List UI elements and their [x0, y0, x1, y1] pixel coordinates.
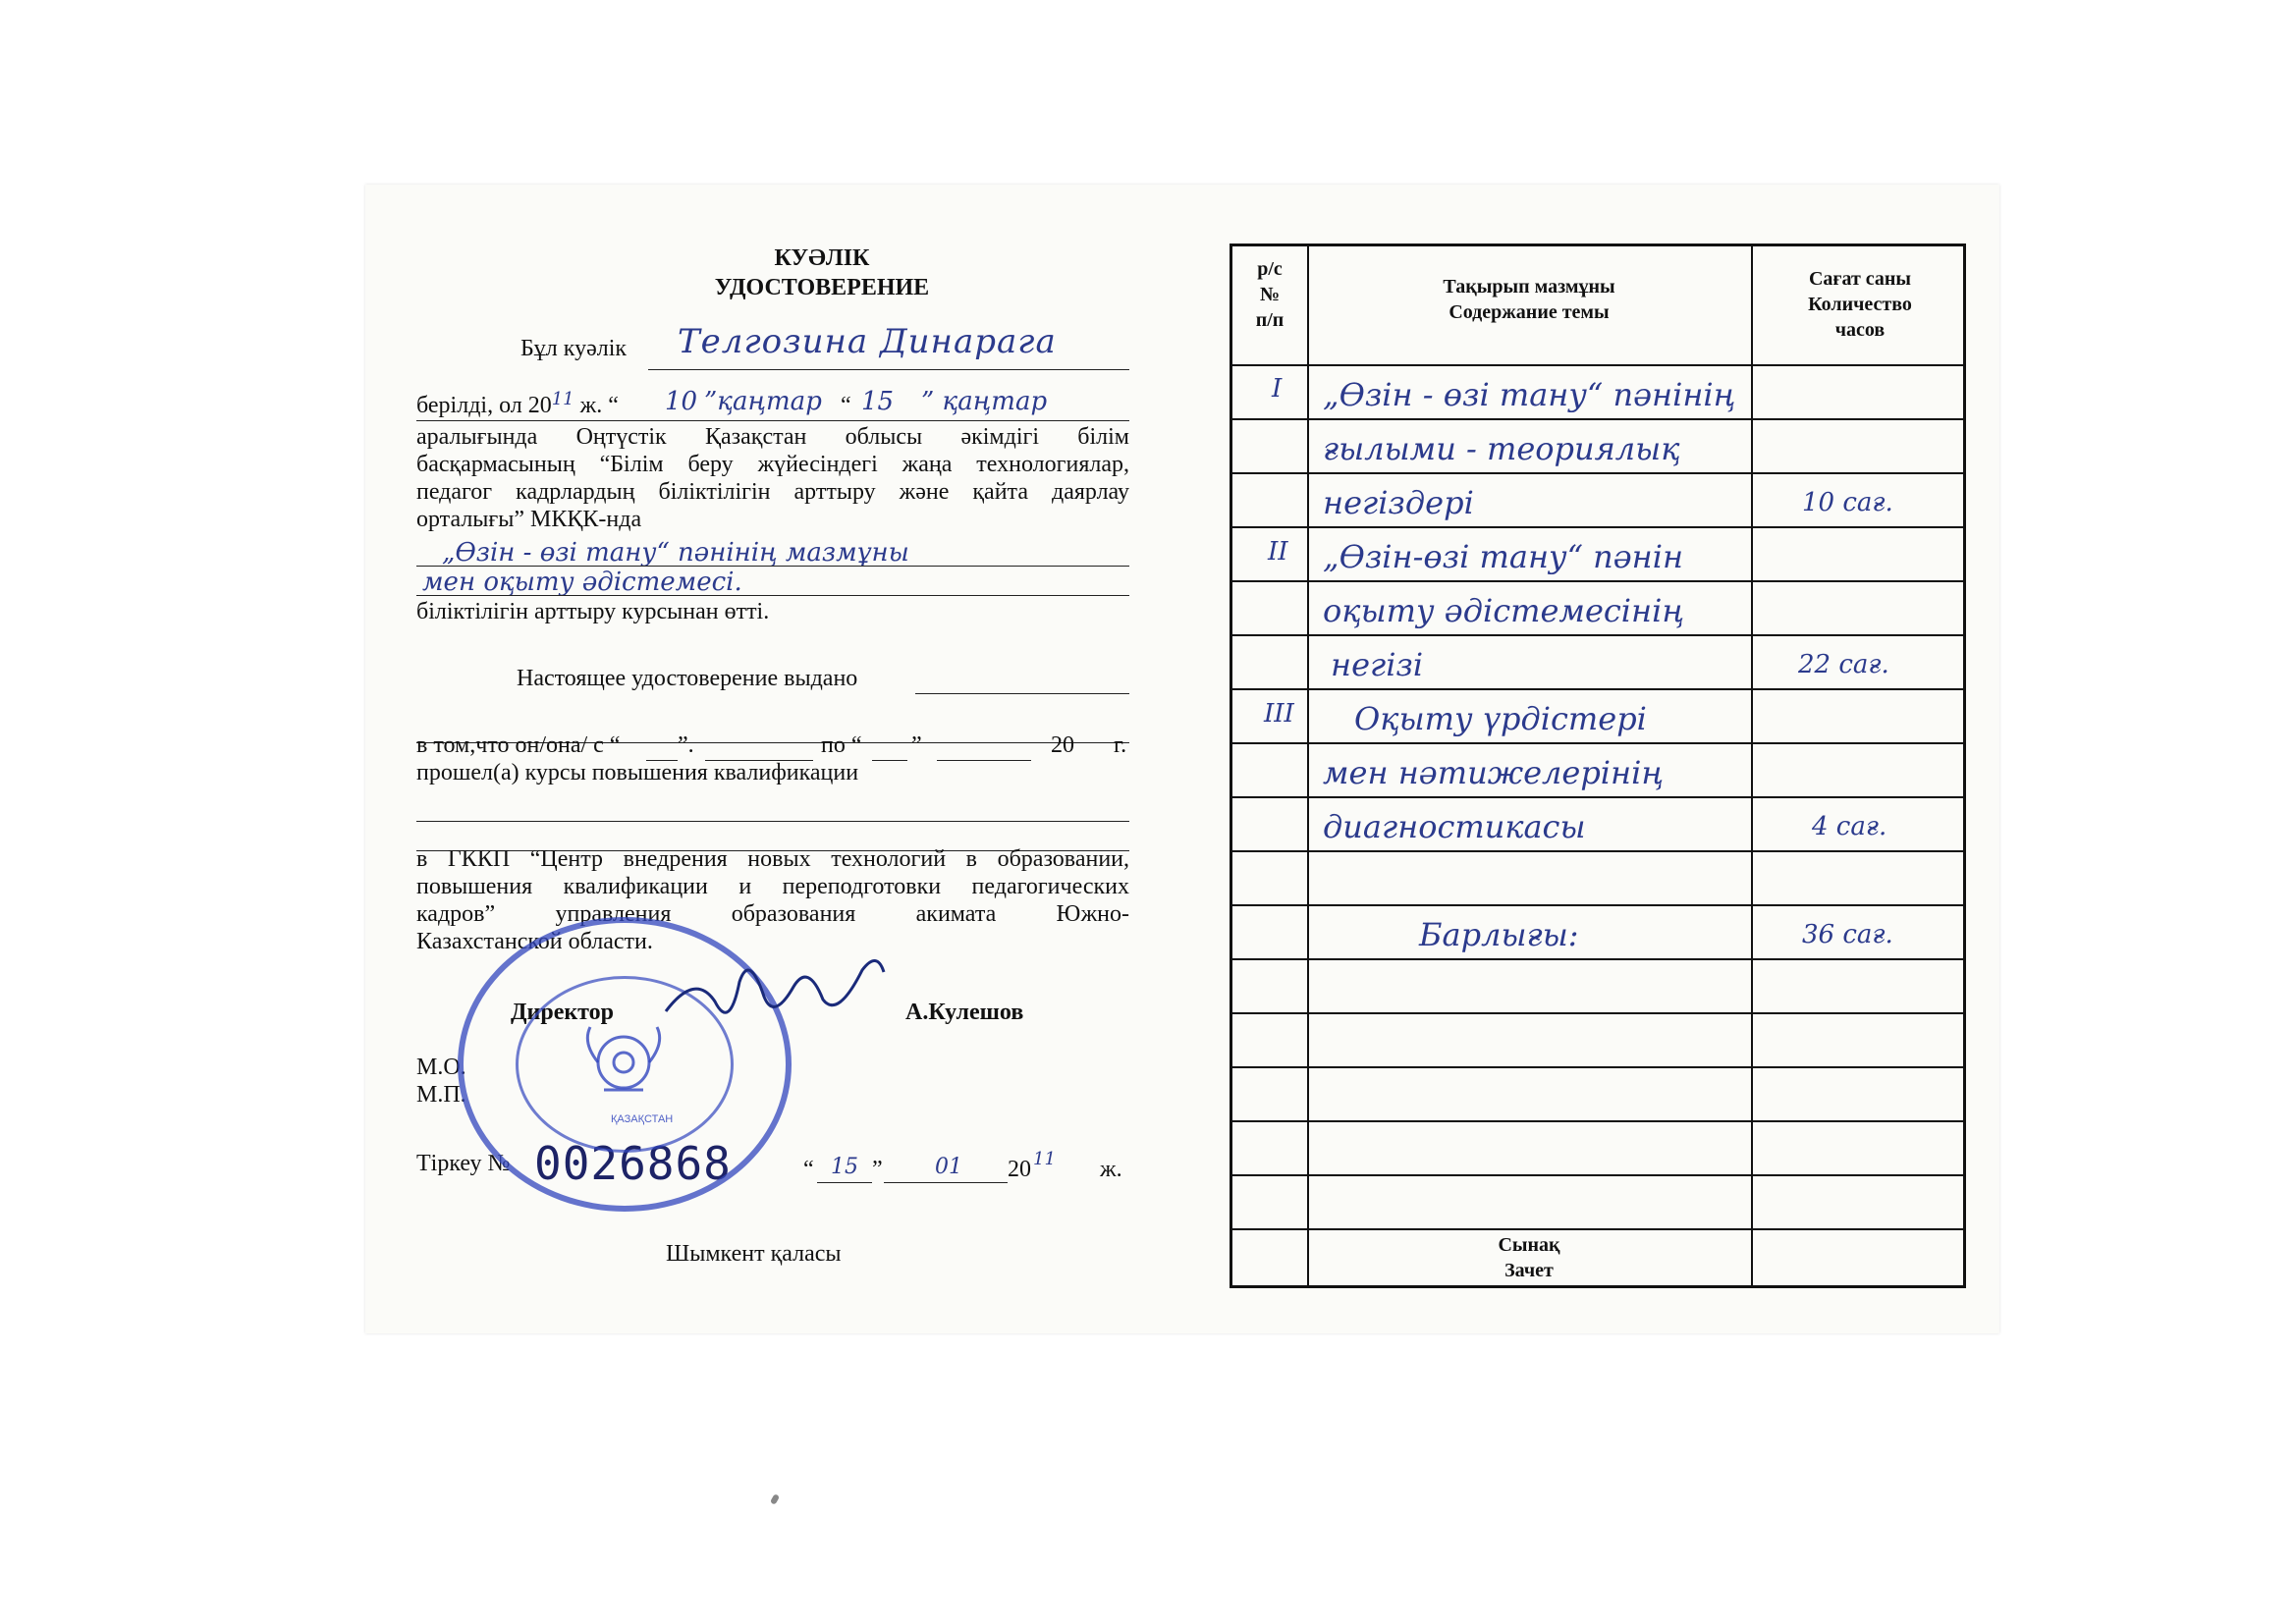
given-year-prefix: берілді, ол 20 [416, 393, 552, 418]
date-day-underline [817, 1182, 872, 1183]
ru-period-a: в том,что он/она/ с “ [416, 732, 621, 758]
date-month: 01 [935, 1155, 962, 1179]
date-q2: ” [872, 1157, 883, 1182]
paper-speck [770, 1493, 780, 1505]
row-3-line-3: диагностикасы [1323, 808, 1586, 845]
ru-period-d: ” [911, 732, 922, 758]
issued-to-label: Бұл куәлік [520, 336, 628, 361]
header-hours-2: Количество [1808, 294, 1912, 315]
row-1-line-1: „Өзін - өзі тану“ пәнінің [1323, 376, 1736, 413]
header-num [1232, 256, 1307, 333]
course-underline-2 [416, 595, 1129, 596]
header-num-3: п/п [1255, 309, 1285, 331]
row-line-16 [1232, 1228, 1963, 1230]
header-hours-1: Сағат саны [1808, 268, 1912, 290]
row-line-8 [1232, 796, 1963, 798]
given-year-hw: 11 [551, 389, 574, 409]
director-name: А.Кулешов [905, 1000, 1024, 1025]
title-kz: КУӘЛІК [774, 245, 870, 271]
ru-period-blank-3 [872, 760, 907, 761]
ru-org-line-4: Казахстанской области. [416, 929, 653, 954]
header-num-2: № [1259, 284, 1281, 305]
city: Шымкент қаласы [666, 1241, 842, 1267]
row-line-6 [1232, 688, 1963, 690]
issued-to-underline [648, 369, 1129, 370]
ru-org-line-2: повышения квалификации и переподготовки педагогических [416, 874, 1129, 899]
issued-to-name: Телгозина Динарага [678, 322, 1057, 361]
director-signature [656, 943, 892, 1051]
row-line-2 [1232, 472, 1963, 474]
row-2-line-2: оқыту әдістемесінің [1323, 592, 1685, 629]
row-2-line-3: негізі [1331, 646, 1424, 683]
footer-label-ru: Зачет [1504, 1260, 1554, 1281]
body-kz-line-3: педагог кадрлардың біліктілігін арттыру және қайта даярлау [416, 479, 1129, 505]
row-1-hours: 10 сағ. [1802, 488, 1893, 517]
row-1-num: I [1272, 374, 1283, 404]
given-zh: ж. “ [579, 393, 619, 418]
stamp-text: ҚАЗАҚСТАН [611, 1113, 674, 1125]
row-line-4 [1232, 580, 1963, 582]
certificate-left-page [365, 185, 1171, 1333]
row-line-7 [1232, 742, 1963, 744]
course-underline-1 [416, 566, 1129, 567]
row-line-14 [1232, 1120, 1963, 1122]
row-1-line-3: негіздері [1323, 484, 1474, 521]
mp-label: М.П. [416, 1082, 466, 1108]
start-day: 10 [665, 387, 698, 416]
ru-passed: прошел(а) курсы повышения квалификации [416, 760, 859, 785]
date-year-prefix: 20 [1008, 1157, 1031, 1182]
header-hours-3: часов [1834, 319, 1886, 341]
col-divider-2 [1751, 246, 1753, 1285]
row-line-5 [1232, 634, 1963, 636]
row-3-hours: 4 сағ. [1812, 812, 1887, 841]
title-ru: УДОСТОВЕРЕНИЕ [714, 275, 930, 300]
total-label: Барлығы: [1419, 916, 1579, 953]
end-quote: “ [841, 393, 851, 418]
body-kz-line-1: аралығында Оңтүстік Қазақстан облысы әкімдігі білім [416, 424, 1129, 450]
ru-org-line-3: кадров” управления образования акимата Южно- [416, 901, 1129, 927]
footer-label-kz: Сынақ [1498, 1234, 1560, 1256]
header-topic [1307, 274, 1751, 325]
row-line-3 [1232, 526, 1963, 528]
reg-label: Тіркеу № [416, 1151, 511, 1176]
header-num-1: р/с [1257, 258, 1283, 280]
footer-label [1307, 1232, 1751, 1283]
director-label: Директор [511, 1000, 614, 1025]
date-suffix: ж. [1100, 1157, 1122, 1182]
ru-issued-label: Настоящее удостоверение выдано [517, 666, 858, 691]
given-line-underline [416, 420, 1129, 421]
row-line-12 [1232, 1012, 1963, 1014]
given-line-prefix [416, 389, 619, 419]
ru-period-b: ”. [678, 732, 694, 758]
blank-line-2 [416, 821, 1129, 822]
header-hours [1751, 266, 1969, 343]
start-month: ”қаңтар [704, 387, 822, 416]
course-line-1: „Өзін - өзі тану“ пәнінің мазмұны [442, 538, 909, 568]
end-day: 15 [861, 387, 895, 416]
row-2-num: II [1268, 537, 1288, 567]
certificate-card [365, 185, 1999, 1333]
mo-label: М.О. [416, 1055, 466, 1080]
row-2-line-1: „Өзін-өзі тану“ пәнін [1323, 538, 1684, 575]
row-2-hours: 22 сағ. [1798, 650, 1889, 679]
topics-table [1230, 244, 1966, 1288]
body-kz-line-4: орталығы” МКҚК-нда [416, 507, 642, 532]
ru-period-e: 20 [1051, 732, 1074, 758]
row-line-10 [1232, 904, 1963, 906]
row-3-line-1: Оқыту үрдістері [1354, 700, 1647, 737]
date-year: 11 [1033, 1149, 1056, 1169]
ru-org-line-1: в ГККП “Центр внедрения новых технологий в образовании, [416, 846, 1129, 872]
header-topic-2: Содержание темы [1449, 301, 1610, 323]
row-line-0 [1232, 364, 1963, 366]
date-q1: “ [803, 1157, 814, 1182]
ru-period-c: по “ [821, 732, 862, 758]
end-month: ” қаңтар [921, 387, 1048, 416]
ru-period-f: г. [1114, 732, 1127, 758]
row-3-line-2: мен нәтижелерінің [1323, 754, 1665, 791]
date-month-underline [884, 1182, 1008, 1183]
row-line-9 [1232, 850, 1963, 852]
header-topic-1: Тақырып мазмұны [1443, 276, 1615, 298]
row-line-11 [1232, 958, 1963, 960]
body-kz-line-2: басқармасының “Білім беру жүйесіндегі жаңа технологиялар, [416, 452, 1129, 477]
col-divider-1 [1307, 246, 1309, 1285]
ru-issued-underline [915, 693, 1129, 694]
row-3-num: III [1264, 699, 1294, 729]
row-1-line-2: ғылыми - теориялық [1323, 430, 1680, 467]
reg-number: 0026868 [534, 1137, 732, 1190]
row-line-1 [1232, 418, 1963, 420]
row-line-15 [1232, 1174, 1963, 1176]
date-day: 15 [831, 1155, 858, 1179]
completed-kz: біліктілігін арттыру курсынан өтті. [416, 599, 770, 624]
row-line-13 [1232, 1066, 1963, 1068]
ru-period-blank-4 [937, 760, 1031, 761]
total-hours: 36 сағ. [1802, 920, 1893, 949]
course-line-2: мен оқыту әдістемесі. [422, 568, 742, 597]
